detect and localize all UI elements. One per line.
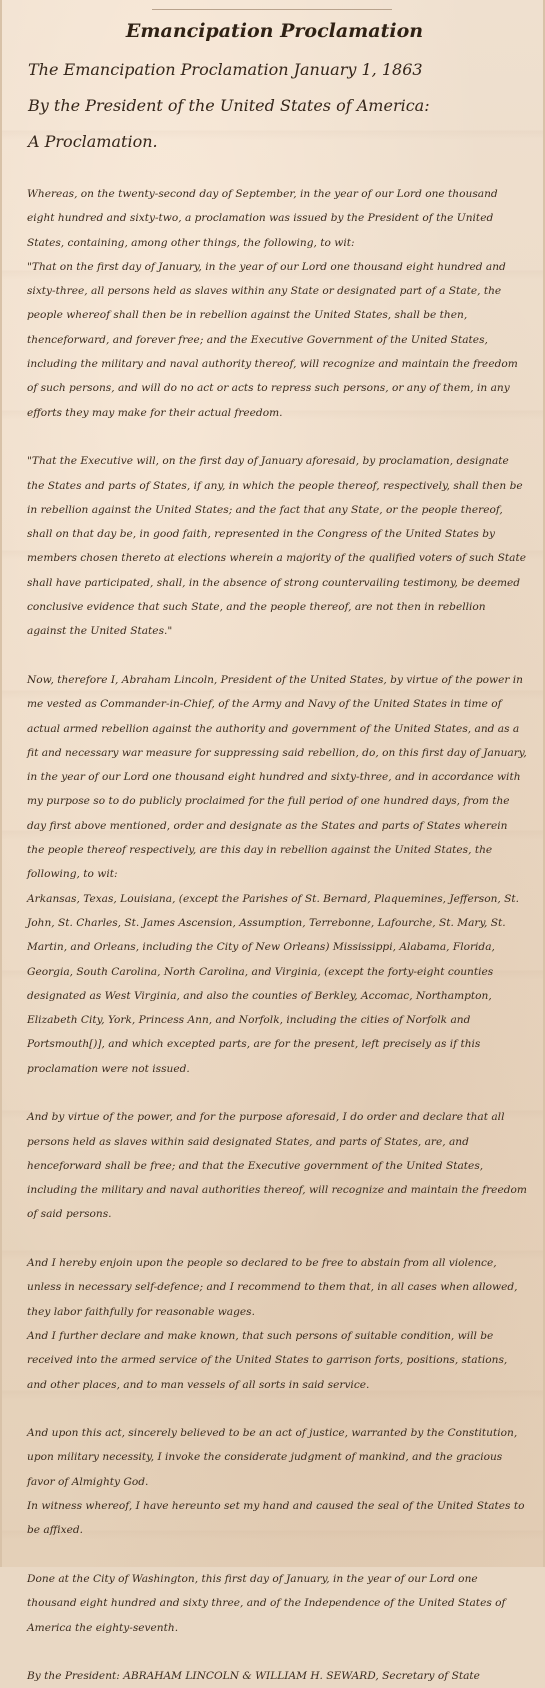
paragraph-order-and-declare: And by virtue of the power, and for the purpose aforesaid, I do order and declare that all persons held as slaves within said designated States, and parts of States, are, and henceforward shall be free; and that the Executive government of the United States, including the military and naval authorities thereof, will recognize and maintain the freedom of said persons. (27, 1111, 527, 1221)
paragraph-act-of-justice: And upon this act, sincerely believed to be an act of justice, warranted by the Constitution, upon military necessity, I invoke the considerate judgment of mankind, and the gracious favor of Almighty God. (27, 1427, 518, 1488)
proclamation-body (27, 182, 527, 1688)
paragraph-gap (27, 1081, 527, 1105)
heading-date-line: The Emancipation Proclamation January 1, 1863 (28, 60, 423, 79)
paragraph-armed-service: And I further declare and make known, that such persons of suitable condition, will be received into the armed service of the United States to garrison forts, positions, stations, and other places, and to man vessels of all sorts in said service. (27, 1329, 508, 1391)
paragraph-gap (27, 1227, 527, 1251)
paragraph-gap (27, 1640, 527, 1664)
heading-president-line: By the President of the United States of America: (28, 96, 430, 115)
paragraph-gap (27, 1543, 527, 1567)
paragraph-gap (27, 1397, 527, 1421)
paragraph-in-witness: In witness whereof, I have hereunto set my hand and caused the seal of the United States to be affixed. (27, 1500, 525, 1537)
paragraph-quote-executive-will: "That the Executive will, on the first day of January aforesaid, by proclamation, designate the States and parts of States, if any, in which the people thereof, respectively, shall then be in rebellion against the United States; and the fact that any State, or the people thereof, shall on that day be, in good faith, represented in the Congress of the United States by members chosen thereto at elections wherein a majority of the qualified voters of such State shall have participated, shall, in the absence of strong countervailing testimony, be deemed conclusive evidence that such State, and the people thereof, are not then in rebellion against the United States." (27, 455, 527, 638)
paragraph-now-therefore: Now, therefore I, Abraham Lincoln, President of the United States, by virtue of the power in me vested as Commander-in-Chief, of the Army and Navy of the United States in time of actual armed rebellion against the authority and government of the United States, and as a fit and necessary war measure for suppressing said rebellion, do, on this first day of January, in the year of our Lord one thousand eight hundred and sixty-three, and in accordance with my purpose so to do publicly proclaimed for the full period of one hundred days, from the day first above mentioned, order and designate as the States and parts of States wherein the people thereof respectively, are this day in rebellion against the United States, the following, to wit: (27, 673, 527, 881)
paragraph-gap (27, 644, 527, 668)
paragraph-gap (27, 425, 527, 449)
document-title: Emancipation Proclamation (125, 20, 424, 42)
paragraph-whereas: Whereas, on the twenty-second day of September, in the year of our Lord one thousand eight hundred and sixty-two, a proclamation was issued by the President of the United States, containing, among other things, the following, to wit: (27, 188, 498, 249)
paragraph-quote-first-january: "That on the first day of January, in the year of our Lord one thousand eight hundred and sixty-three, all persons held as slaves within any State or designated part of a State, the people whereof shall then be in rebellion against the United States, shall be then, thenceforward, and forever free; and the Executive Government of the United States, including the military and naval authority thereof, will recognize and maintain the freedom of such persons, and will do no act or acts to repress such persons, or any of them, in any efforts they may make for their actual freedom. (27, 260, 518, 419)
paragraph-designated-states: Arkansas, Texas, Louisiana, (except the Parishes of St. Bernard, Plaquemines, Jefferson, St. John, St. Charles, St. James Ascension, Assumption, Terrebonne, Lafourche, St. Mary, St. Martin, and Orleans, including the City of New Orleans) Mississippi, Alabama, Florida, Georgia, South Carolina, North Carolina, and Virginia, (except the forty-eight counties designated as West Virginia, and also the counties of Berkley, Accomac, Northampton, Elizabeth City, York, Princess Ann, and Norfolk, including the cities of Norfolk and Portsmouth[)], and which excepted parts, are for the present, left precisely as if this proclamation were not issued. (27, 892, 520, 1075)
top-divider (152, 9, 392, 10)
heading-proclamation-line: A Proclamation. (28, 132, 158, 151)
paragraph-enjoin: And I hereby enjoin upon the people so declared to be free to abstain from all violence, unless in necessary self-defence; and I recommend to them that, in all cases when allowed, they labor faithfully for reasonable wages. (27, 1257, 518, 1318)
paragraph-done-at-washington: Done at the City of Washington, this first day of January, in the year of our Lord one thousand eight hundred and sixty three, and of the Independence of the United States of America the eighty-seventh. (27, 1572, 506, 1634)
paragraph-signature: By the President: ABRAHAM LINCOLN & WILLIAM H. SEWARD, Secretary of State (27, 1670, 480, 1683)
